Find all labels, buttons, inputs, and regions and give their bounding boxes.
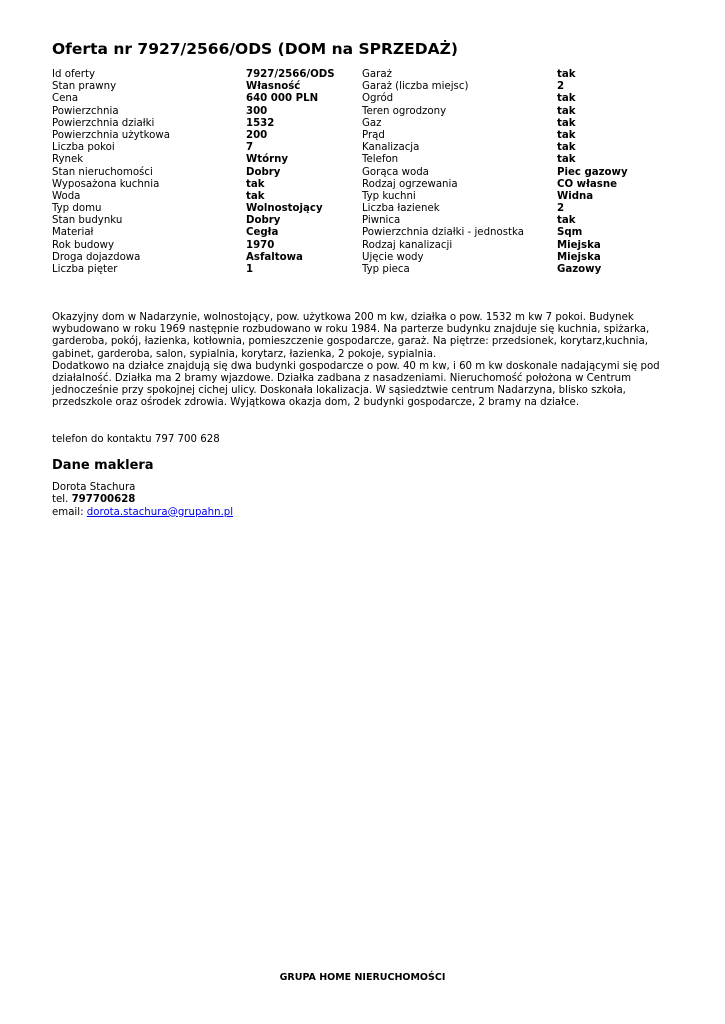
property-value: tak bbox=[557, 105, 576, 117]
property-row bbox=[52, 191, 692, 203]
property-value: tak bbox=[557, 129, 576, 141]
property-value: Miejska bbox=[557, 251, 601, 263]
property-row bbox=[52, 81, 692, 93]
agent-details bbox=[52, 482, 233, 519]
property-label: Stan prawny bbox=[52, 81, 117, 93]
property-label: Droga dojazdowa bbox=[52, 251, 141, 263]
property-value: Wtórny bbox=[246, 154, 289, 166]
agent-phone-label: tel. bbox=[52, 494, 69, 506]
property-label: Ogród bbox=[362, 93, 394, 105]
property-value: tak bbox=[557, 93, 576, 105]
description bbox=[52, 312, 682, 410]
property-label: Rynek bbox=[52, 154, 84, 166]
property-row bbox=[52, 154, 692, 166]
property-value: 7 bbox=[246, 142, 254, 154]
agent-phone: 797700628 bbox=[71, 494, 136, 506]
footer: GRUPA HOME NIERUCHOMOŚCI bbox=[279, 972, 446, 983]
property-label: Kanalizacja bbox=[362, 142, 420, 154]
property-label: Typ kuchni bbox=[362, 190, 416, 202]
property-row bbox=[52, 203, 692, 215]
property-value: CO własne bbox=[557, 178, 617, 190]
description-paragraph: Okazyjny dom w Nadarzynie, wolnostojący, pow. użytkowa 200 m kw, działka o pow. 1532 m kw 7 pokoi. Budynek wybudowano w roku 1969 następnie rozbudowano w roku 1984. Na parterze budynku znajduje się kuchnia, spiżarka, garderoba, pokój, łazienka, kotłownia, pomieszczenie gospodarcze, garaż. Na piętrze: przedsionek, korytarz,kuchnia, gabinet, garderoba, salon, sypialnia, korytarz, łazienka, 2 pokoje, sypialnia. bbox=[52, 312, 650, 360]
property-label: Ujęcie wody bbox=[362, 251, 424, 263]
property-value: Własność bbox=[246, 81, 301, 93]
property-label: Materiał bbox=[52, 227, 94, 239]
property-value: tak bbox=[557, 69, 576, 80]
property-label: Liczba pokoi bbox=[52, 142, 115, 154]
property-label: Typ domu bbox=[52, 203, 102, 215]
property-row bbox=[52, 240, 692, 252]
agent-email-label: email: bbox=[52, 506, 84, 518]
property-label: Telefon bbox=[362, 154, 399, 166]
property-label: Powierzchnia bbox=[52, 105, 119, 117]
property-label: Garaż (liczba miejsc) bbox=[362, 81, 469, 93]
property-label: Prąd bbox=[362, 129, 385, 141]
property-label: Powierzchnia użytkowa bbox=[52, 129, 170, 141]
property-row bbox=[52, 130, 692, 142]
property-value: tak bbox=[557, 154, 576, 166]
property-row bbox=[52, 167, 692, 179]
property-value: tak bbox=[557, 142, 576, 154]
property-label: Woda bbox=[52, 190, 81, 202]
property-value: Wolnostojący bbox=[246, 203, 323, 215]
property-label: Powierzchnia działki bbox=[52, 117, 155, 129]
property-label: Garaż bbox=[362, 69, 392, 80]
contact-phone: telefon do kontaktu 797 700 628 bbox=[52, 434, 220, 445]
description-paragraph: Dodatkowo na działce znajdują się dwa budynki gospodarcze o pow. 40 m kw, i 60 m kw doskonale nadającymi się pod działalność. Działka ma 2 bramy wjazdowe. Działka zadbana z nasadzeniami. Nieruchomość położona w Centrum jednocześnie przy spokojnej cichej ulicy. Doskonała lokalizacja. W sąsiedztwie centrum Nadarzyna, blisko szkoła, przedszkole oraz ośrodek zdrowia. Wyjątkowa okazja dom, 2 budynki gospodarcze, 2 bramy na działce. bbox=[52, 360, 660, 409]
page-title: Oferta nr 7927/2566/ODS (DOM na SPRZEDAŻ) bbox=[52, 40, 458, 58]
property-label: Liczba pięter bbox=[52, 264, 118, 275]
property-value: tak bbox=[246, 190, 265, 202]
property-label: Gorąca woda bbox=[362, 166, 429, 178]
property-value: Dobry bbox=[246, 215, 281, 227]
property-label: Rodzaj kanalizacji bbox=[362, 239, 453, 251]
property-value: 7927/2566/ODS bbox=[246, 69, 335, 80]
property-label: Liczba łazienek bbox=[362, 203, 440, 215]
property-row bbox=[52, 215, 692, 227]
property-row bbox=[52, 227, 692, 239]
property-value: 1532 bbox=[246, 117, 275, 129]
property-value: 300 bbox=[246, 105, 268, 117]
property-value: 1 bbox=[246, 264, 254, 275]
property-value: tak bbox=[557, 117, 576, 129]
property-label: Gaz bbox=[362, 117, 382, 129]
property-label: Powierzchnia działki - jednostka bbox=[362, 227, 524, 239]
property-value: Miejska bbox=[557, 239, 601, 251]
agent-email-line bbox=[52, 507, 233, 519]
property-label: Stan budynku bbox=[52, 215, 123, 227]
property-value: tak bbox=[557, 215, 576, 227]
property-label: Rodzaj ogrzewania bbox=[362, 178, 458, 190]
agent-email-link[interactable]: dorota.stachura@grupahn.pl bbox=[86, 506, 234, 518]
property-row bbox=[52, 93, 692, 105]
property-value: 2 bbox=[557, 203, 565, 215]
property-value: tak bbox=[246, 178, 265, 190]
property-row bbox=[52, 142, 692, 154]
agent-name: Dorota Stachura bbox=[52, 482, 136, 493]
property-value: 2 bbox=[557, 81, 565, 93]
property-value: 1970 bbox=[246, 239, 275, 251]
property-label: Stan nieruchomości bbox=[52, 166, 153, 178]
property-value: Widna bbox=[557, 190, 594, 202]
property-value: Dobry bbox=[246, 166, 281, 178]
property-label: Rok budowy bbox=[52, 239, 114, 251]
property-label: Piwnica bbox=[362, 215, 401, 227]
agent-heading: Dane maklera bbox=[52, 458, 154, 473]
property-value: Gazowy bbox=[557, 264, 602, 275]
agent-phone-line bbox=[52, 494, 233, 506]
property-label: Teren ogrodzony bbox=[362, 105, 447, 117]
property-row bbox=[52, 118, 692, 130]
property-value: Piec gazowy bbox=[557, 166, 628, 178]
property-value: Cegła bbox=[246, 227, 279, 239]
property-label: Wyposażona kuchnia bbox=[52, 178, 160, 190]
property-row bbox=[52, 106, 692, 118]
property-value: 640 000 PLN bbox=[246, 93, 319, 105]
property-label: Typ pieca bbox=[362, 264, 410, 275]
property-label: Cena bbox=[52, 93, 79, 105]
property-value: Sqm bbox=[557, 227, 583, 239]
property-row bbox=[52, 252, 692, 264]
property-value: Asfaltowa bbox=[246, 251, 303, 263]
property-table bbox=[52, 69, 692, 276]
property-row bbox=[52, 69, 692, 81]
property-row bbox=[52, 179, 692, 191]
property-value: 200 bbox=[246, 129, 268, 141]
property-label: Id oferty bbox=[52, 69, 96, 80]
property-row bbox=[52, 264, 692, 276]
